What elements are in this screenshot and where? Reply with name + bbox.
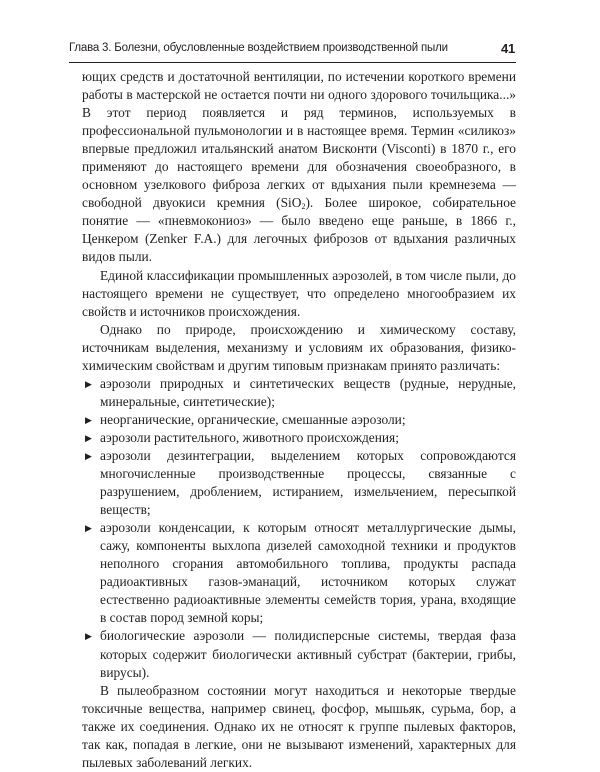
paragraph-4: В пылеобразном состоянии могут находиться и некоторые твердые токсичные вещества, например свинец, фосфор, мышьяк, сурьма, бор, а также их соединения. Однако их не относят к группе пылевых факторов, так как, попадая в легкие, они не вызывают изменений, характерных для пылевых заболеваний легких. bbox=[82, 682, 516, 770]
list-item: ▶ аэрозоли природных и синтетических веществ (рудные, нерудные, минеральные, синтетические); bbox=[85, 375, 516, 409]
list-item: ▶ аэрозоли растительного, животного происхождения; bbox=[85, 429, 399, 445]
bullet-icon: ▶ bbox=[85, 631, 92, 642]
paragraph-1: ющих средств и достаточной вентиляции, по истечении короткого времени работы в мастерской не остается почти ни одного здорового точильщика...» В этот период появляется и ряд терминов, используемых в профессиональной пульмонологии и в настоящее время. Термин «силикоз» впервые предложил итальянский анатом Висконти (Visconti) в 1870 г., его применяют до настоящего времени для обозначения своеобразного, в основном узелкового фиброза легких от вдыхания пыли кремнезема — свободной двуокиси кремния (SiO$_2$). Более широкое, собирательное понятие — «пневмокониоз» — было введено еще раньше, в 1866 г., Ценкером (Zenker F.A.) для легочных фиброзов от вдыхания различных видов пыли. bbox=[82, 69, 516, 265]
bullet-icon: ▶ bbox=[85, 432, 92, 443]
paragraph-2: Единой классификации промышленных аэрозолей, в том числе пыли, до настоящего времени не существует, что определено многообразием их свойств и источников происхождения. bbox=[82, 267, 516, 319]
bullet-icon: ▶ bbox=[85, 523, 92, 534]
list-item: ▶ аэрозоли конденсации, к которым относят металлургические дымы, сажу, компоненты выхлопа дизелей самоходной техники и продуктов неполного сгорания автомобильного топлива, продукты распада радиоактивных газов-эманаций, источником которых служат естественно радиоактивные элементы семейств тория, урана, входящие в состав пород земной коры; bbox=[85, 520, 516, 626]
list-item: ▶ неорганические, органические, смешанные аэрозоли; bbox=[85, 411, 406, 427]
bullet-icon: ▶ bbox=[85, 414, 92, 425]
bullet-icon: ▶ bbox=[85, 450, 92, 461]
list-item: ▶ аэрозоли дезинтеграции, выделением которых сопровождаются многочисленные производственные процессы, связанные с разрушением, дроблением, истиранием, измельчением, пересыпкой веществ; bbox=[85, 447, 516, 518]
body-text bbox=[82, 68, 516, 772]
bullet-icon: ▶ bbox=[85, 378, 92, 389]
aerosol-types-list bbox=[82, 375, 516, 682]
chapter-title: Глава 3. Болезни, обусловленные воздействием производственной пыли bbox=[69, 42, 448, 54]
list-item: ▶ биологические аэрозоли — полидисперсные системы, твердая фаза которых содержит биологически активный субстрат (бактерии, грибы, вирусы). bbox=[85, 628, 516, 680]
page-number: 41 bbox=[500, 41, 515, 56]
header-rule bbox=[69, 62, 516, 63]
paragraph-3: Однако по природе, происхождению и химическому составу, источникам выделения, механизму и условиям их образования, физико-химическим свойствам и другим типовым признакам принято различать: bbox=[82, 321, 516, 373]
